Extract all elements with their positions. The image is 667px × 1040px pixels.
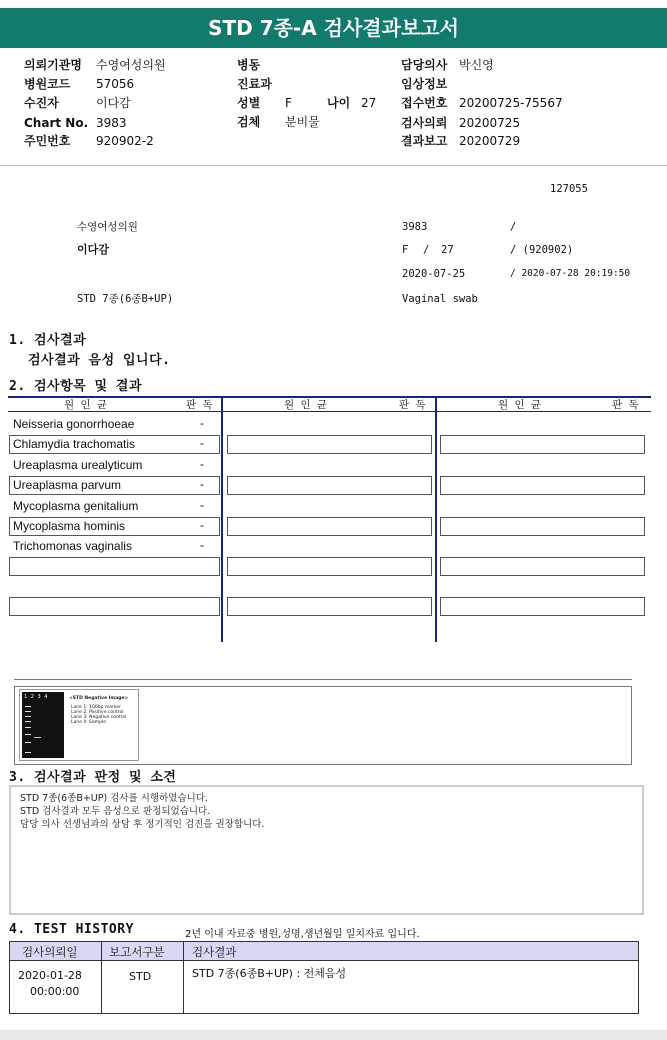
- pathogen-name: Mycoplasma genitalium: [13, 499, 139, 513]
- gel-image-title: <STD Negative Image>: [69, 696, 129, 701]
- info-date-reported: / 2020-07-28 20:19:50: [510, 268, 631, 279]
- header-label: 나이: [327, 96, 351, 110]
- gel-legend-item: Lane 3: Negative control: [71, 715, 127, 720]
- gel-band: [25, 711, 31, 712]
- table-column-divider: [435, 396, 437, 642]
- pathogen-name: Ureaplasma urealyticum: [13, 458, 143, 472]
- history-time: 00:00:00: [30, 985, 80, 998]
- info-birth: / (920902): [510, 244, 574, 256]
- history-result: STD 7종(6종B+UP) : 전체음성: [192, 967, 347, 980]
- table-row: [9, 497, 220, 516]
- opinion-line: 담당 의사 선생님과의 상담 후 정기적인 검진을 권장합니다.: [20, 819, 265, 830]
- header-label: 검체: [237, 115, 261, 129]
- verdict-value: -: [200, 416, 204, 430]
- pathogen-name: Mycoplasma hominis: [13, 519, 126, 533]
- header-value: 20200725-75567: [459, 96, 563, 110]
- history-col-date: 검사의뢰일: [22, 945, 78, 959]
- header-value: 27: [361, 96, 377, 110]
- header-value: 20200725: [459, 116, 521, 130]
- verdict-value: -: [200, 498, 204, 512]
- history-note: 2년 이내 자료중 병원,성명,생년월일 일치자료 입니다.: [185, 929, 420, 940]
- table-column-divider: [221, 396, 223, 642]
- header-label: 결과보고: [401, 134, 448, 148]
- gel-lane-numbers: 1 2 3 4: [24, 694, 49, 700]
- header-label: Chart No.: [24, 116, 89, 130]
- history-col-result: 검사결과: [192, 945, 237, 959]
- history-date: 2020-01-28: [18, 969, 82, 982]
- empty-row-box: [227, 435, 432, 454]
- col-verdict-header: 판 독: [186, 399, 213, 411]
- verdict-value: -: [200, 477, 204, 491]
- empty-row-box: [227, 517, 432, 536]
- history-col-type: 보고서구분: [109, 945, 165, 959]
- col-verdict-header: 판 독: [612, 399, 639, 411]
- gel-band: [25, 716, 31, 717]
- gel-band: [25, 727, 31, 728]
- info-hospital: 수영여성의원: [77, 221, 138, 233]
- pathogen-name: Neisseria gonorrhoeae: [13, 417, 135, 431]
- info-chart: 3983: [402, 221, 428, 233]
- header-label: 접수번호: [401, 96, 448, 110]
- gel-band: [25, 752, 31, 753]
- col-pathogen-header: 원 인 균: [64, 399, 108, 411]
- header-label: 임상정보: [401, 77, 448, 91]
- table-row: [10, 962, 638, 1013]
- header-label: 수진자: [24, 96, 59, 110]
- col-verdict-header: 판 독: [399, 399, 426, 411]
- history-table-header: [10, 942, 638, 961]
- section4-heading: 4. TEST HISTORY: [9, 922, 134, 937]
- gel-band: [25, 706, 31, 707]
- gel-image: [19, 689, 139, 761]
- gel-band: [25, 734, 31, 735]
- gel-legend-item: Lane 2: Positive control: [71, 710, 124, 715]
- header-label: 병동: [237, 58, 261, 72]
- info-slash: /: [510, 221, 517, 233]
- info-age: 27: [441, 244, 454, 256]
- report-title: STD 7종-A 검사결과보고서: [0, 8, 667, 48]
- info-separator: /: [423, 244, 430, 256]
- header-value: 이다감: [96, 96, 131, 110]
- empty-row-box: [440, 517, 645, 536]
- pathogen-name: Ureaplasma parvum: [13, 478, 122, 492]
- info-specimen: Vaginal swab: [402, 293, 478, 305]
- table-row: [9, 435, 220, 454]
- pathogen-name: Chlamydia trachomatis: [13, 437, 136, 451]
- section3-heading: 3. 검사결과 판정 및 소견: [9, 770, 177, 785]
- header-label: 성별: [237, 96, 261, 110]
- info-date-received: 2020-07-25: [402, 268, 466, 280]
- gel-band: [25, 742, 31, 743]
- footer-bar: [0, 1030, 667, 1040]
- history-report-type: STD: [129, 970, 152, 983]
- header-value: 20200729: [459, 134, 521, 148]
- verdict-value: -: [200, 436, 204, 450]
- empty-row-box: [440, 557, 645, 576]
- info-test-name: STD 7종(6종B+UP): [77, 293, 174, 305]
- info-patient: 이다감: [77, 243, 109, 256]
- table-row: [9, 517, 220, 536]
- gel-band: [34, 737, 41, 738]
- section2-heading: 2. 검사항목 및 결과: [9, 379, 143, 394]
- section1-result: 검사결과 음성 입니다.: [28, 353, 171, 368]
- opinion-line: STD 7종(6종B+UP) 검사를 시행하였습니다.: [20, 793, 209, 804]
- section1-heading: 1. 검사결과: [9, 333, 87, 348]
- gel-band: [25, 721, 31, 722]
- header-label: 담당의사: [401, 58, 448, 72]
- header-value: F: [285, 96, 292, 110]
- info-sex: F: [402, 244, 409, 256]
- empty-row-box: [9, 597, 220, 616]
- pathogen-name: Trichomonas vaginalis: [13, 539, 132, 553]
- empty-row-box: [227, 597, 432, 616]
- opinion-line: STD 검사결과 모두 음성으로 판정되었습니다.: [20, 806, 211, 817]
- header-label: 검사의뢰: [401, 116, 448, 130]
- empty-row-box: [440, 597, 645, 616]
- header-label: 의뢰기관명: [24, 58, 82, 72]
- header-value: 분비물: [285, 115, 320, 129]
- header-divider: [0, 165, 667, 166]
- empty-row-box: [227, 557, 432, 576]
- empty-row-box: [227, 476, 432, 495]
- header-value: 수영여성의원: [96, 58, 166, 72]
- table-row: [9, 415, 220, 434]
- verdict-value: -: [200, 538, 204, 552]
- header-value: 920902-2: [96, 134, 154, 148]
- col-pathogen-header: 원 인 균: [498, 399, 542, 411]
- report-number: 127055: [550, 183, 588, 195]
- verdict-value: -: [200, 518, 204, 532]
- empty-row-box: [440, 435, 645, 454]
- header-value: 3983: [96, 116, 127, 130]
- header-value: 57056: [96, 77, 135, 91]
- verdict-value: -: [200, 457, 204, 471]
- empty-row-box: [9, 557, 220, 576]
- history-table: [9, 941, 639, 1014]
- header-label: 주민번호: [24, 134, 71, 148]
- gel-legend-item: Lane 1: 100bp marker: [71, 705, 121, 710]
- col-pathogen-header: 원 인 균: [284, 399, 328, 411]
- opinion-box: [9, 785, 644, 915]
- header-label: 병원코드: [24, 77, 71, 91]
- empty-row-box: [440, 476, 645, 495]
- table-row: [9, 476, 220, 495]
- table-row: [9, 537, 220, 556]
- header-label: 진료과: [237, 77, 272, 91]
- gel-electrophoresis-image: [22, 692, 64, 758]
- image-divider: [14, 679, 632, 680]
- header-value: 박신영: [459, 58, 494, 72]
- gel-legend-item: Lane 4: Sample: [71, 720, 106, 725]
- table-row: [9, 456, 220, 475]
